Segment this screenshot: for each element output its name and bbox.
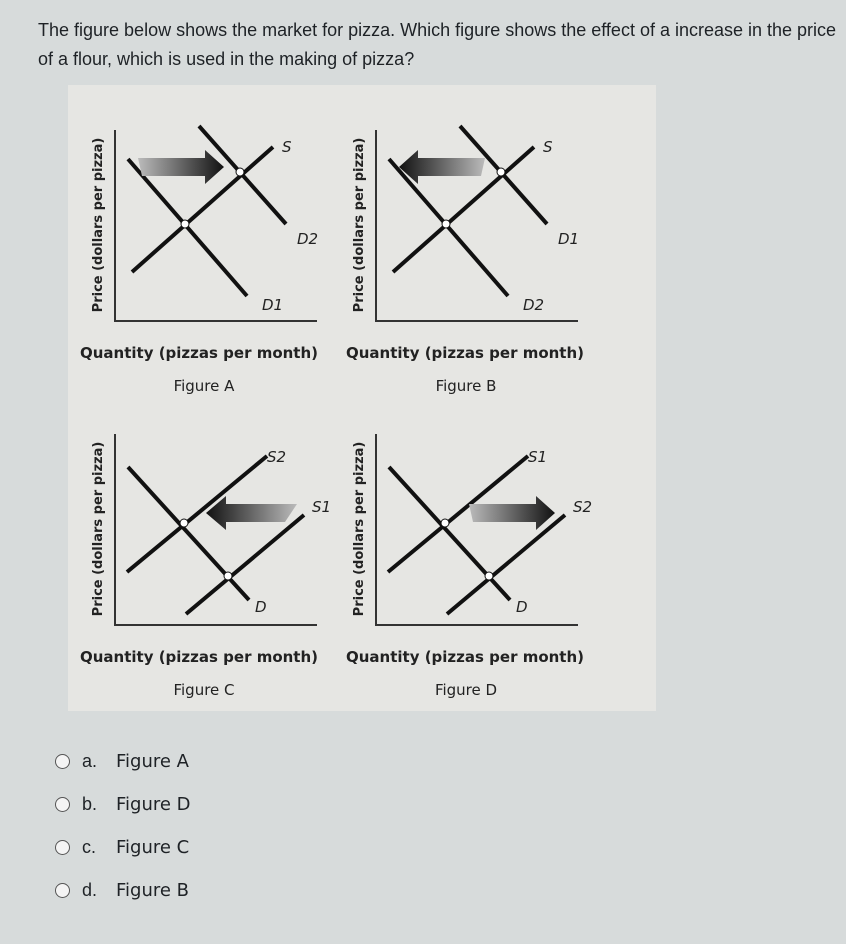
equilibrium-point	[442, 220, 450, 228]
figure-a	[80, 126, 318, 395]
option-label[interactable]: Figure D	[116, 794, 191, 815]
answer-options	[55, 740, 191, 912]
shift-left-arrow	[399, 150, 485, 184]
option-label[interactable]: Figure B	[116, 880, 190, 901]
y-axis-label: Price (dollars per pizza)	[91, 137, 106, 313]
figure-d	[346, 434, 592, 699]
option-letter: a.	[82, 751, 98, 771]
equilibrium-point	[485, 572, 493, 580]
radio-button[interactable]	[55, 797, 70, 812]
equilibrium-point	[180, 519, 188, 527]
figure-b	[346, 126, 584, 395]
equilibrium-point	[224, 572, 232, 580]
label-s2: S2	[267, 448, 287, 466]
x-axis-label: Quantity (pizzas per month)	[345, 344, 585, 362]
y-axis-label: Price (dollars per pizza)	[352, 441, 367, 617]
shift-right-arrow	[138, 150, 224, 184]
figure-caption: Figure A	[173, 377, 235, 395]
label-d1: D1	[558, 230, 580, 248]
x-axis-label: Quantity (pizzas per month)	[345, 648, 585, 666]
option-letter: d.	[82, 880, 98, 900]
label-s2: S2	[573, 498, 593, 516]
label-d2: D2	[523, 296, 545, 314]
option-c[interactable]	[55, 826, 191, 869]
radio-button[interactable]	[55, 883, 70, 898]
supply-curve-s1	[186, 515, 304, 614]
option-letter: b.	[82, 794, 98, 814]
option-label[interactable]: Figure A	[116, 751, 189, 772]
label-s1: S1	[528, 448, 548, 466]
equilibrium-point	[236, 168, 244, 176]
figure-caption: Figure D	[434, 681, 498, 699]
radio-button[interactable]	[55, 754, 70, 769]
option-a[interactable]	[55, 740, 191, 783]
figure-caption: Figure C	[173, 681, 235, 699]
x-axis-label: Quantity (pizzas per month)	[79, 648, 319, 666]
label-s: S	[282, 138, 292, 156]
option-d[interactable]	[55, 869, 191, 912]
label-d1: D1	[262, 296, 284, 314]
label-s1: S1	[312, 498, 332, 516]
equilibrium-point	[497, 168, 505, 176]
y-axis-label: Price (dollars per pizza)	[352, 137, 367, 313]
label-s: S	[543, 138, 553, 156]
option-label[interactable]: Figure C	[116, 837, 190, 858]
figure-c	[80, 434, 331, 699]
option-b[interactable]	[55, 783, 191, 826]
x-axis-label: Quantity (pizzas per month)	[79, 344, 319, 362]
equilibrium-point	[181, 220, 189, 228]
equilibrium-point	[441, 519, 449, 527]
label-d: D	[516, 598, 528, 616]
label-d2: D2	[297, 230, 319, 248]
option-letter: c.	[82, 837, 97, 857]
figure-caption: Figure B	[435, 377, 497, 395]
shift-right-arrow	[469, 496, 555, 530]
radio-button[interactable]	[55, 840, 70, 855]
supply-curve-s2	[447, 515, 565, 614]
y-axis-label: Price (dollars per pizza)	[91, 441, 106, 617]
label-d: D	[255, 598, 267, 616]
shift-left-arrow	[206, 496, 297, 530]
question-text: The figure below shows the market for pizza. Which figure shows the effect of a increase in the price of a flour, which is used in the making of pizza?	[38, 20, 837, 69]
